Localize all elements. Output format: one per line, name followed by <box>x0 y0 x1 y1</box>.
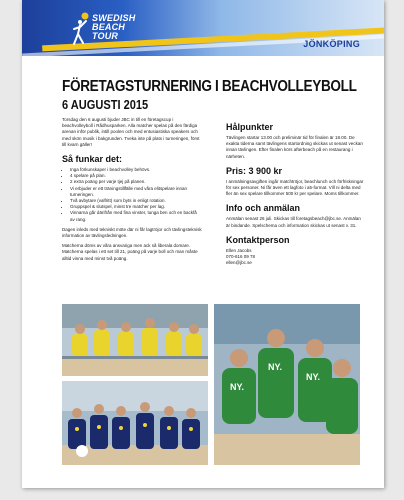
signup-text: Anmälan senast 26 juli. Skickas till foretagsbeach@jbc.se. Anmälan är bindande. Spelschema och information skickas ut senast v. 31. <box>226 216 361 228</box>
list-item: • Gruppspel & slutspel, minst tre matcher per lag. <box>70 204 202 210</box>
list-item: • Två avbytare (valfritt) som byts in enligt rotation. <box>70 198 202 204</box>
header-banner <box>22 0 384 56</box>
intro-paragraph: Torsdag den 6 augusti bjuder JBC in till en företagscup i beachvolleyboll i Rådhusparken. Alla matcher spelas på den färdiga arenan inför publik, intill poolen och med entusiastiska speakers och med skön musik i bakgrunden. Tveka inte på plats i turneringen, först till kvarn gäller! <box>62 117 200 147</box>
contact-heading: Kontaktperson <box>226 234 290 245</box>
team-photo-green <box>214 304 360 465</box>
contact-phone: 070-616 09 78 <box>226 254 256 260</box>
volleyball-player-icon <box>70 12 92 46</box>
contact-name: Ellen Jacobs <box>226 247 252 253</box>
price-text: I anmälningsavgiften ingår matchtröjor, beachlunch och förfriskningar för sex personer. Ni får även ett lagfoto i a5-format. Vill ni delta med fler än sex spelare tillkommer 500 kr per spelare. Moms tillkommer. <box>226 178 364 197</box>
list-item: • Vi erbjuder er ett träningstillfälle med våra elitspelare innan turneringen. <box>70 186 202 198</box>
list-item: • Inga förkunskaper i beachvolley behövs. <box>70 167 202 173</box>
shirt-print: NY. <box>268 362 283 372</box>
right-column <box>226 122 364 266</box>
team-photo-dotted <box>62 381 208 465</box>
page-title: FÖRETAGSTURNERING I BEACHVOLLEYBOLL <box>62 78 357 95</box>
rules-list <box>62 167 202 223</box>
schedule-paragraph: Dagen inleds med tekniskt möte där ni får lagtröjor och tävlingsteknisk information av tävlingsledningen. <box>62 226 202 239</box>
rules-heading: Så funkar det: <box>62 154 123 165</box>
contact-email: ellen@jbc.se <box>226 260 252 266</box>
list-item: • Vinnarna går därifrån med fina vinster, tunga ben och en backfå av rang. <box>70 210 202 222</box>
highlights-text: Tävlingen startar 13.00 och preliminär tid för finalen är 18.00. De exakta tiderna samt tävlingens startordning skickas ut senast veckan innan tävlingen. Efter finalen körs afterbeach på en restaurang i närheten. <box>226 135 363 159</box>
event-date: 6 AUGUSTI 2015 <box>62 97 149 112</box>
left-column <box>62 117 202 266</box>
list-item: • 4 spelare på plan. <box>70 173 202 179</box>
signup-heading: Info och anmälan <box>226 203 301 214</box>
shirt-print: NY. <box>306 372 321 382</box>
list-item: • 2 extra poäng per varje tjej på planen. <box>70 179 202 185</box>
shirt-print: NY. <box>230 382 245 392</box>
team-photo-yellow <box>62 304 208 376</box>
highlights-heading: Hålpunkter <box>226 122 274 132</box>
price-heading: Pris: 3 900 kr <box>226 165 283 176</box>
flyer-page <box>22 0 384 488</box>
swedish-beach-tour-logo: SWEDISH BEACH TOUR <box>70 12 150 46</box>
city-label: JÖNKÖPING <box>303 39 360 49</box>
matches-paragraph: Matcherna döms av våra ansvariga men ack så liberala domare. Matcherna spelas i ett set till 21, poäng på varje boll och man måste alltid vinna med minst två poäng. <box>62 243 198 261</box>
